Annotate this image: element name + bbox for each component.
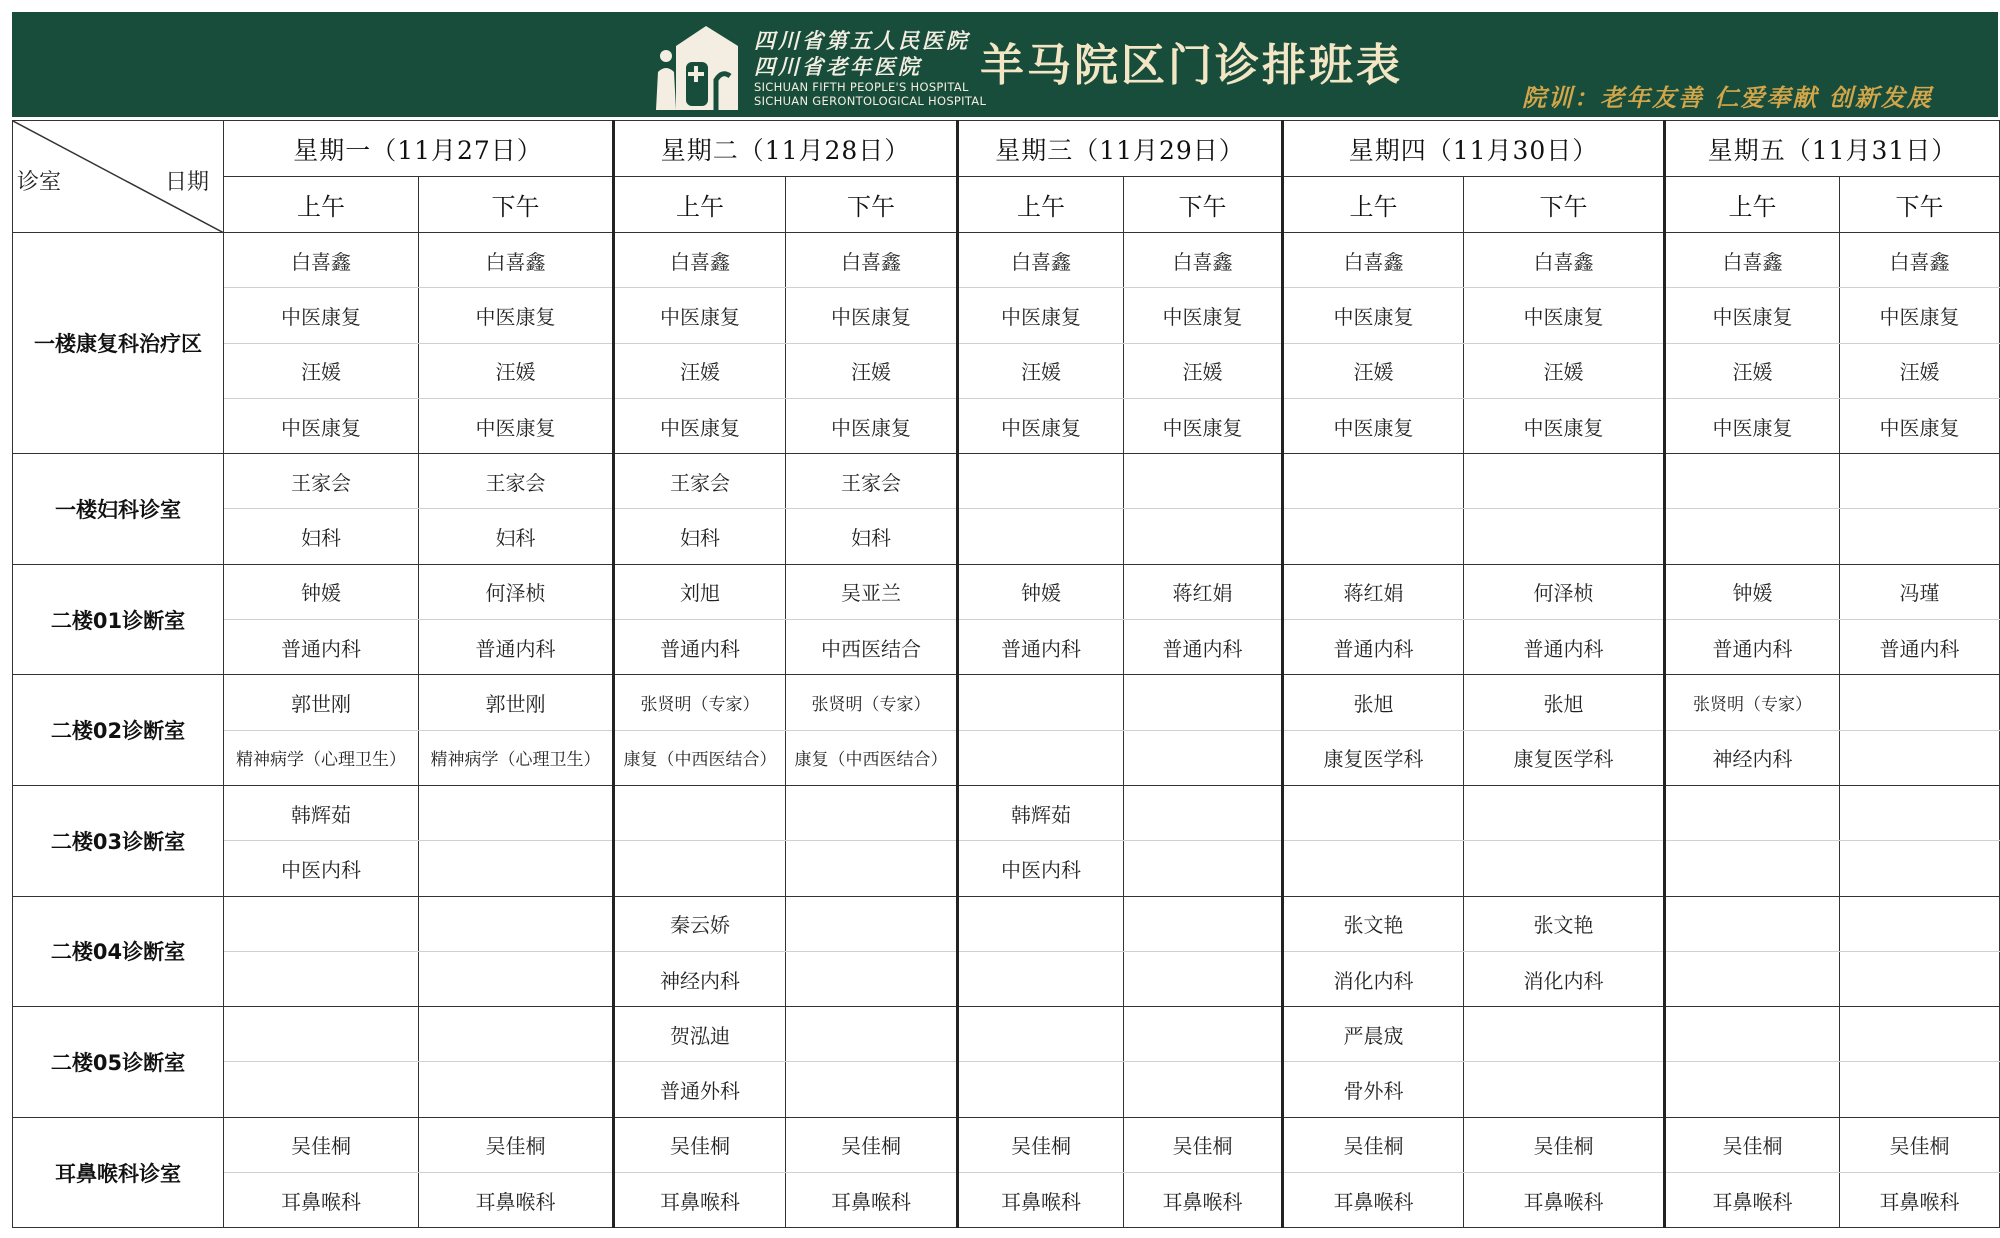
doctor-name: 钟媛 <box>224 564 419 619</box>
doctor-name: 张旭 <box>1283 675 1464 730</box>
doctor-name: 汪媛 <box>419 343 614 398</box>
department: 中医康复 <box>1464 398 1665 453</box>
doctor-name: 白喜鑫 <box>1464 233 1665 288</box>
day-header: 星期五（11月31日） <box>1665 121 2000 177</box>
department <box>1124 730 1283 785</box>
pm-header: 下午 <box>1464 177 1665 233</box>
department <box>1665 951 1840 1006</box>
doctor-name <box>1665 1007 1840 1062</box>
doctor-name: 汪媛 <box>786 343 958 398</box>
department: 中西医结合 <box>786 620 958 675</box>
department: 康复医学科 <box>1283 730 1464 785</box>
pm-header: 下午 <box>786 177 958 233</box>
doctor-name <box>1665 454 1840 509</box>
doctor-name <box>419 785 614 840</box>
department: 骨外科 <box>1283 1062 1464 1117</box>
department: 普通内科 <box>958 620 1124 675</box>
doctor-name: 王家会 <box>786 454 958 509</box>
department: 中医康复 <box>1283 398 1464 453</box>
department <box>1665 1062 1840 1117</box>
department <box>786 951 958 1006</box>
table-row <box>13 343 2000 398</box>
doctor-name <box>1124 454 1283 509</box>
department: 消化内科 <box>1283 951 1464 1006</box>
doctor-name: 何泽桢 <box>1464 564 1665 619</box>
department: 中医康复 <box>1840 288 2000 343</box>
department: 普通内科 <box>224 620 419 675</box>
doctor-name: 蒋红娟 <box>1283 564 1464 619</box>
schedule-table <box>12 120 2000 1228</box>
department: 耳鼻喉科 <box>958 1173 1124 1228</box>
department: 妇科 <box>614 509 786 564</box>
department: 中医康复 <box>1665 288 1840 343</box>
doctor-name <box>1840 675 2000 730</box>
department: 中医康复 <box>958 398 1124 453</box>
doctor-name: 汪媛 <box>958 343 1124 398</box>
department: 中医康复 <box>419 288 614 343</box>
department <box>1840 841 2000 896</box>
department <box>1665 509 1840 564</box>
doctor-name: 汪媛 <box>1464 343 1665 398</box>
department <box>1283 841 1464 896</box>
room-name: 耳鼻喉科诊室 <box>13 1117 224 1228</box>
doctor-name <box>1124 896 1283 951</box>
doctor-name: 张文艳 <box>1464 896 1665 951</box>
department: 普通内科 <box>614 620 786 675</box>
day-header: 星期四（11月30日） <box>1283 121 1665 177</box>
department <box>958 951 1124 1006</box>
doctor-name <box>1840 1007 2000 1062</box>
doctor-name <box>224 1007 419 1062</box>
department: 普通内科 <box>1840 620 2000 675</box>
department: 普通内科 <box>1283 620 1464 675</box>
corner-room-label: 诊室 <box>17 170 62 195</box>
doctor-name <box>1840 896 2000 951</box>
room-name: 二楼04诊断室 <box>13 896 224 1007</box>
am-header: 上午 <box>1283 177 1464 233</box>
department <box>786 841 958 896</box>
department: 中医康复 <box>224 288 419 343</box>
doctor-name <box>1464 1007 1665 1062</box>
page-title: 羊马院区门诊排班表 <box>980 40 1403 91</box>
doctor-name <box>1283 454 1464 509</box>
doctor-name: 汪媛 <box>224 343 419 398</box>
doctor-name: 韩辉茹 <box>958 785 1124 840</box>
department <box>1464 509 1665 564</box>
table-row <box>13 1117 2000 1172</box>
department: 妇科 <box>419 509 614 564</box>
department <box>1840 509 2000 564</box>
department: 康复（中西医结合） <box>786 730 958 785</box>
department: 耳鼻喉科 <box>786 1173 958 1228</box>
department <box>1283 509 1464 564</box>
department: 中医康复 <box>786 288 958 343</box>
department: 中医康复 <box>786 398 958 453</box>
pm-header: 下午 <box>419 177 614 233</box>
doctor-name: 吴佳桐 <box>224 1117 419 1172</box>
doctor-name: 张旭 <box>1464 675 1665 730</box>
doctor-name <box>1840 454 2000 509</box>
doctor-name: 汪媛 <box>1840 343 2000 398</box>
doctor-name: 汪媛 <box>1124 343 1283 398</box>
doctor-name <box>786 1007 958 1062</box>
doctor-name: 吴亚兰 <box>786 564 958 619</box>
doctor-name: 白喜鑫 <box>786 233 958 288</box>
doctor-name: 秦云娇 <box>614 896 786 951</box>
hospital-name-block <box>754 28 986 108</box>
department: 中医康复 <box>1464 288 1665 343</box>
department: 普通外科 <box>614 1062 786 1117</box>
hospital-en-2: SICHUAN GERONTOLOGICAL HOSPITAL <box>754 94 987 108</box>
hospital-name-1: 四川省第五人民医院 <box>754 28 970 53</box>
table-row <box>13 620 2000 675</box>
doctor-name: 郭世刚 <box>419 675 614 730</box>
doctor-name: 严晨宬 <box>1283 1007 1464 1062</box>
doctor-name <box>614 785 786 840</box>
table-row <box>13 454 2000 509</box>
table-row <box>13 288 2000 343</box>
doctor-name: 贺泓迪 <box>614 1007 786 1062</box>
doctor-name: 王家会 <box>224 454 419 509</box>
department: 中医康复 <box>1665 398 1840 453</box>
doctor-name: 吴佳桐 <box>958 1117 1124 1172</box>
department: 耳鼻喉科 <box>1665 1173 1840 1228</box>
doctor-name: 白喜鑫 <box>614 233 786 288</box>
doctor-name: 汪媛 <box>614 343 786 398</box>
department: 中医康复 <box>1283 288 1464 343</box>
table-row <box>13 509 2000 564</box>
department <box>786 1062 958 1117</box>
department: 精神病学（心理卫生） <box>224 730 419 785</box>
department: 中医内科 <box>958 841 1124 896</box>
doctor-name: 何泽桢 <box>419 564 614 619</box>
doctor-name <box>419 1007 614 1062</box>
department <box>419 951 614 1006</box>
room-name: 二楼05诊断室 <box>13 1007 224 1118</box>
department: 耳鼻喉科 <box>419 1173 614 1228</box>
doctor-name: 王家会 <box>614 454 786 509</box>
department: 普通内科 <box>1665 620 1840 675</box>
am-header: 上午 <box>614 177 786 233</box>
department: 中医康复 <box>958 288 1124 343</box>
doctor-name <box>1665 896 1840 951</box>
department <box>1840 730 2000 785</box>
room-name: 一楼妇科诊室 <box>13 454 224 565</box>
doctor-name <box>786 896 958 951</box>
hospital-en-1: SICHUAN FIFTH PEOPLE'S HOSPITAL <box>754 80 969 94</box>
doctor-name <box>1124 785 1283 840</box>
table-row <box>13 233 2000 288</box>
department: 神经内科 <box>1665 730 1840 785</box>
department: 普通内科 <box>419 620 614 675</box>
table-row <box>13 398 2000 453</box>
am-header: 上午 <box>224 177 419 233</box>
department: 中医康复 <box>1840 398 2000 453</box>
doctor-name: 白喜鑫 <box>419 233 614 288</box>
table-row <box>13 1062 2000 1117</box>
doctor-name: 郭世刚 <box>224 675 419 730</box>
department: 中医康复 <box>614 288 786 343</box>
room-name: 二楼01诊断室 <box>13 564 224 675</box>
department: 中医内科 <box>224 841 419 896</box>
hospital-motto: 院训：老年友善 仁爱奉献 创新发展 <box>1522 83 1933 112</box>
department: 神经内科 <box>614 951 786 1006</box>
department <box>224 951 419 1006</box>
department: 康复（中西医结合） <box>614 730 786 785</box>
doctor-name: 吴佳桐 <box>1124 1117 1283 1172</box>
department: 妇科 <box>786 509 958 564</box>
doctor-name: 蒋红娟 <box>1124 564 1283 619</box>
table-row <box>13 1007 2000 1062</box>
department: 中医康复 <box>419 398 614 453</box>
doctor-name <box>1840 785 2000 840</box>
department <box>1840 951 2000 1006</box>
doctor-name: 汪媛 <box>1283 343 1464 398</box>
department <box>1124 1062 1283 1117</box>
department: 中医康复 <box>1124 288 1283 343</box>
department: 消化内科 <box>1464 951 1665 1006</box>
hospital-name-2: 四川省老年医院 <box>754 54 922 79</box>
doctor-name: 冯瑾 <box>1840 564 2000 619</box>
table-row <box>13 896 2000 951</box>
table-row <box>13 785 2000 840</box>
doctor-name: 汪媛 <box>1665 343 1840 398</box>
department <box>1464 1062 1665 1117</box>
doctor-name <box>958 454 1124 509</box>
doctor-name <box>419 896 614 951</box>
department <box>1124 841 1283 896</box>
table-row <box>13 564 2000 619</box>
doctor-name: 刘旭 <box>614 564 786 619</box>
doctor-name: 吴佳桐 <box>1840 1117 2000 1172</box>
hospital-logo-icon <box>646 18 756 114</box>
department: 中医康复 <box>224 398 419 453</box>
table-row <box>13 951 2000 1006</box>
doctor-name: 白喜鑫 <box>1665 233 1840 288</box>
department: 耳鼻喉科 <box>1283 1173 1464 1228</box>
doctor-name: 张贤明（专家） <box>614 675 786 730</box>
table-row <box>13 1173 2000 1228</box>
department: 耳鼻喉科 <box>1124 1173 1283 1228</box>
doctor-name <box>958 1007 1124 1062</box>
doctor-name: 吴佳桐 <box>1283 1117 1464 1172</box>
doctor-name <box>958 896 1124 951</box>
department <box>1124 951 1283 1006</box>
department <box>614 841 786 896</box>
table-row <box>13 841 2000 896</box>
table-row <box>13 730 2000 785</box>
department <box>958 730 1124 785</box>
am-header: 上午 <box>958 177 1124 233</box>
doctor-name: 吴佳桐 <box>419 1117 614 1172</box>
doctor-name: 张贤明（专家） <box>786 675 958 730</box>
doctor-name <box>786 785 958 840</box>
doctor-name <box>1124 675 1283 730</box>
room-name: 一楼康复科治疗区 <box>13 233 224 454</box>
doctor-name <box>1124 1007 1283 1062</box>
pm-header: 下午 <box>1124 177 1283 233</box>
doctor-name: 吴佳桐 <box>1464 1117 1665 1172</box>
day-header: 星期二（11月28日） <box>614 121 958 177</box>
doctor-name <box>958 675 1124 730</box>
department: 普通内科 <box>1464 620 1665 675</box>
doctor-name <box>1283 785 1464 840</box>
doctor-name: 张文艳 <box>1283 896 1464 951</box>
doctor-name <box>1665 785 1840 840</box>
department: 中医康复 <box>1124 398 1283 453</box>
doctor-name: 钟媛 <box>958 564 1124 619</box>
corner-date-label: 日期 <box>164 170 209 195</box>
doctor-name: 白喜鑫 <box>224 233 419 288</box>
doctor-name: 吴佳桐 <box>1665 1117 1840 1172</box>
doctor-name: 张贤明（专家） <box>1665 675 1840 730</box>
department: 耳鼻喉科 <box>224 1173 419 1228</box>
department <box>1124 509 1283 564</box>
corner-header <box>13 121 224 233</box>
department <box>958 509 1124 564</box>
day-header: 星期一（11月27日） <box>224 121 614 177</box>
doctor-name: 白喜鑫 <box>1840 233 2000 288</box>
day-header: 星期三（11月29日） <box>958 121 1283 177</box>
doctor-name: 韩辉茹 <box>224 785 419 840</box>
department: 康复医学科 <box>1464 730 1665 785</box>
department: 耳鼻喉科 <box>614 1173 786 1228</box>
room-name: 二楼03诊断室 <box>13 785 224 896</box>
department <box>1840 1062 2000 1117</box>
table-row <box>13 675 2000 730</box>
department: 耳鼻喉科 <box>1840 1173 2000 1228</box>
department <box>1665 841 1840 896</box>
doctor-name: 白喜鑫 <box>1283 233 1464 288</box>
doctor-name: 钟媛 <box>1665 564 1840 619</box>
doctor-name: 吴佳桐 <box>786 1117 958 1172</box>
department <box>1464 841 1665 896</box>
department: 妇科 <box>224 509 419 564</box>
doctor-name <box>224 896 419 951</box>
department: 精神病学（心理卫生） <box>419 730 614 785</box>
doctor-name <box>1464 785 1665 840</box>
doctor-name: 吴佳桐 <box>614 1117 786 1172</box>
department <box>958 1062 1124 1117</box>
department <box>224 1062 419 1117</box>
department <box>419 1062 614 1117</box>
department: 中医康复 <box>614 398 786 453</box>
room-name: 二楼02诊断室 <box>13 675 224 786</box>
pm-header: 下午 <box>1840 177 2000 233</box>
header-banner <box>12 12 1998 117</box>
am-header: 上午 <box>1665 177 1840 233</box>
department <box>419 841 614 896</box>
doctor-name: 王家会 <box>419 454 614 509</box>
department: 普通内科 <box>1124 620 1283 675</box>
doctor-name <box>1464 454 1665 509</box>
doctor-name: 白喜鑫 <box>958 233 1124 288</box>
doctor-name: 白喜鑫 <box>1124 233 1283 288</box>
department: 耳鼻喉科 <box>1464 1173 1665 1228</box>
